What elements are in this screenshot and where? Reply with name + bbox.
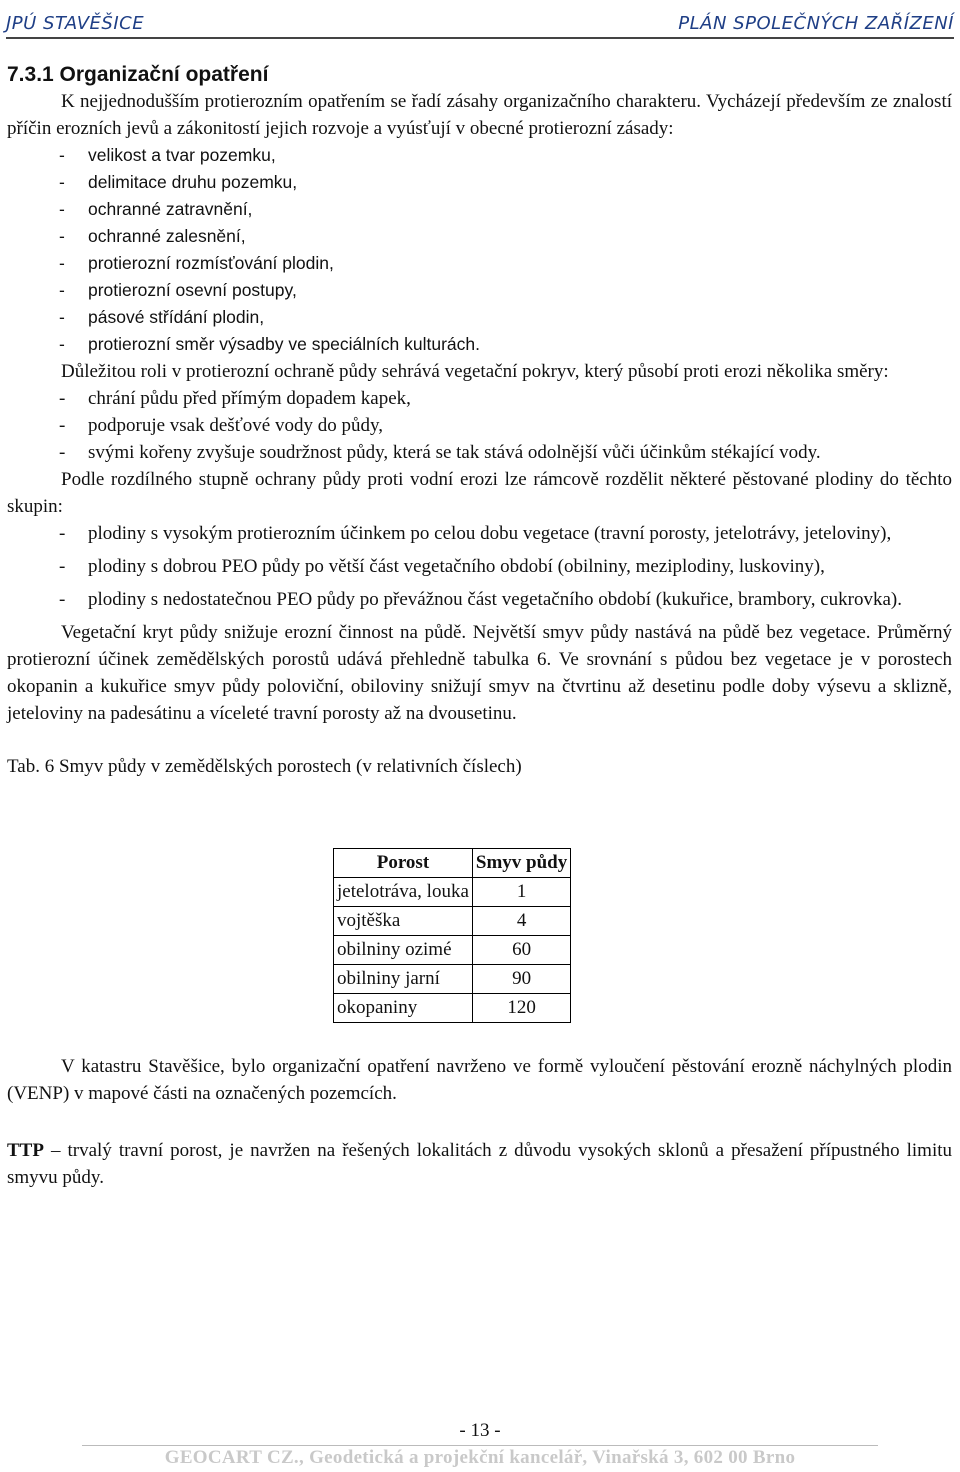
ttp-definition: – trvalý travní porost, je navržen na řešených lokalitách z důvodu vysokých sklonů a přesažení přípustného limitu smyvu půdy. [7,1140,952,1188]
table-cell: obilniny jarní [334,965,473,994]
ttp-paragraph [7,1137,952,1191]
table-row [334,878,571,907]
soil-washout-table [333,848,571,1023]
list-item: - protierozní směr výsadby ve speciálních kulturách. [7,331,952,358]
list-item: - protierozní osevní postupy, [7,277,952,304]
cadastre-paragraph: V katastru Stavěšice, bylo organizační opatření navrženo ve formě vyloučení pěstování erozně náchylných plodin (VENP) v mapové části na označených pozemcích. [7,1056,952,1104]
page-footer [0,1419,960,1470]
ttp-term: TTP [7,1140,44,1161]
crop-groups-list [7,520,952,613]
column-header: Smyv půdy [472,849,570,878]
page-number: - 13 - [459,1420,501,1441]
vegetation-paragraph: Důležitou roli v protierozní ochraně půdy sehrává vegetační pokryv, který působí proti erozi několika směry: [61,361,889,382]
table-cell: 4 [472,907,570,936]
page-header [6,0,954,39]
vegetation-effects-list [7,385,952,466]
table-cell: 60 [472,936,570,965]
table-cell: okopaniny [334,994,473,1023]
table-header-row [334,849,571,878]
table-cell: obilniny ozimé [334,936,473,965]
list-item: - ochranné zalesnění, [7,223,952,250]
document-body [7,62,952,1191]
table-row [334,907,571,936]
principles-list [7,142,952,358]
column-header: Porost [334,849,473,878]
footer-company: GEOCART CZ., Geodetická a projekční kancelář, Vinařská 3, 602 00 Brno [164,1447,796,1468]
list-item: - plodiny s vysokým protierozním účinkem po celou dobu vegetace (travní porosty, jetelotrávy, jeteloviny), [7,520,952,547]
table-caption: Tab. 6 Smyv půdy v zemědělských porostech (v relativních číslech) [7,756,522,777]
table-cell: 1 [472,878,570,907]
list-item: - podporuje vsak dešťové vody do půdy, [7,412,952,439]
header-project-name: JPÚ STAVĚŠICE [6,13,145,34]
table-cell: jetelotráva, louka [334,878,473,907]
cover-paragraph: Vegetační kryt půdy snižuje erozní činnost na půdě. Největší smyv půdy nastává na půdě bez vegetace. Průměrný protierozní účinek zemědělských porostů udává přehledně tabulka 6. Ve srovnání s půdou bez vegetace je v porostech okopanin a kukuřice smyv půdy poloviční, obiloviny snižují smyv na čtvrtinu až desetinu podle doby výsevu a sklizně, jeteloviny na padesátinu a víceleté travní porosty až na dvousetinu. [7,622,952,724]
groups-paragraph: Podle rozdílného stupně ochrany půdy proti vodní erozi lze rámcově rozdělit některé pěstované plodiny do těchto skupin: [7,469,952,517]
table-row [334,994,571,1023]
section-title: 7.3.1 Organizační opatření [7,63,269,86]
list-item: - plodiny s nedostatečnou PEO půdy po převážnou část vegetačního období (kukuřice, brambory, cukrovka). [7,586,952,613]
list-item: - ochranné zatravnění, [7,196,952,223]
list-item: - plodiny s dobrou PEO půdy po větší část vegetačního období (obilniny, meziplodiny, luskoviny), [7,553,952,580]
list-item: - chrání půdu před přímým dopadem kapek, [7,385,952,412]
table-cell: 120 [472,994,570,1023]
header-document-name: PLÁN SPOLEČNÝCH ZAŘÍZENÍ [678,13,954,34]
table-cell: vojtěška [334,907,473,936]
list-item: - velikost a tvar pozemku, [7,142,952,169]
table-row [334,965,571,994]
table-cell: 90 [472,965,570,994]
list-item: - svými kořeny zvyšuje soudržnost půdy, která se tak stává odolnější vůči účinkům stékající vody. [7,439,952,466]
intro-paragraph: K nejjednodušším protierozním opatřením se řadí zásahy organizačního charakteru. Vycházejí především ze znalostí příčin erozních jevů a zákonitostí jejich rozvoje a vyúsťují v obecné protierozní zásady: [7,91,952,139]
list-item: - protierozní rozmísťování plodin, [7,250,952,277]
list-item: - pásové střídání plodin, [7,304,952,331]
list-item: - delimitace druhu pozemku, [7,169,952,196]
table-row [334,936,571,965]
